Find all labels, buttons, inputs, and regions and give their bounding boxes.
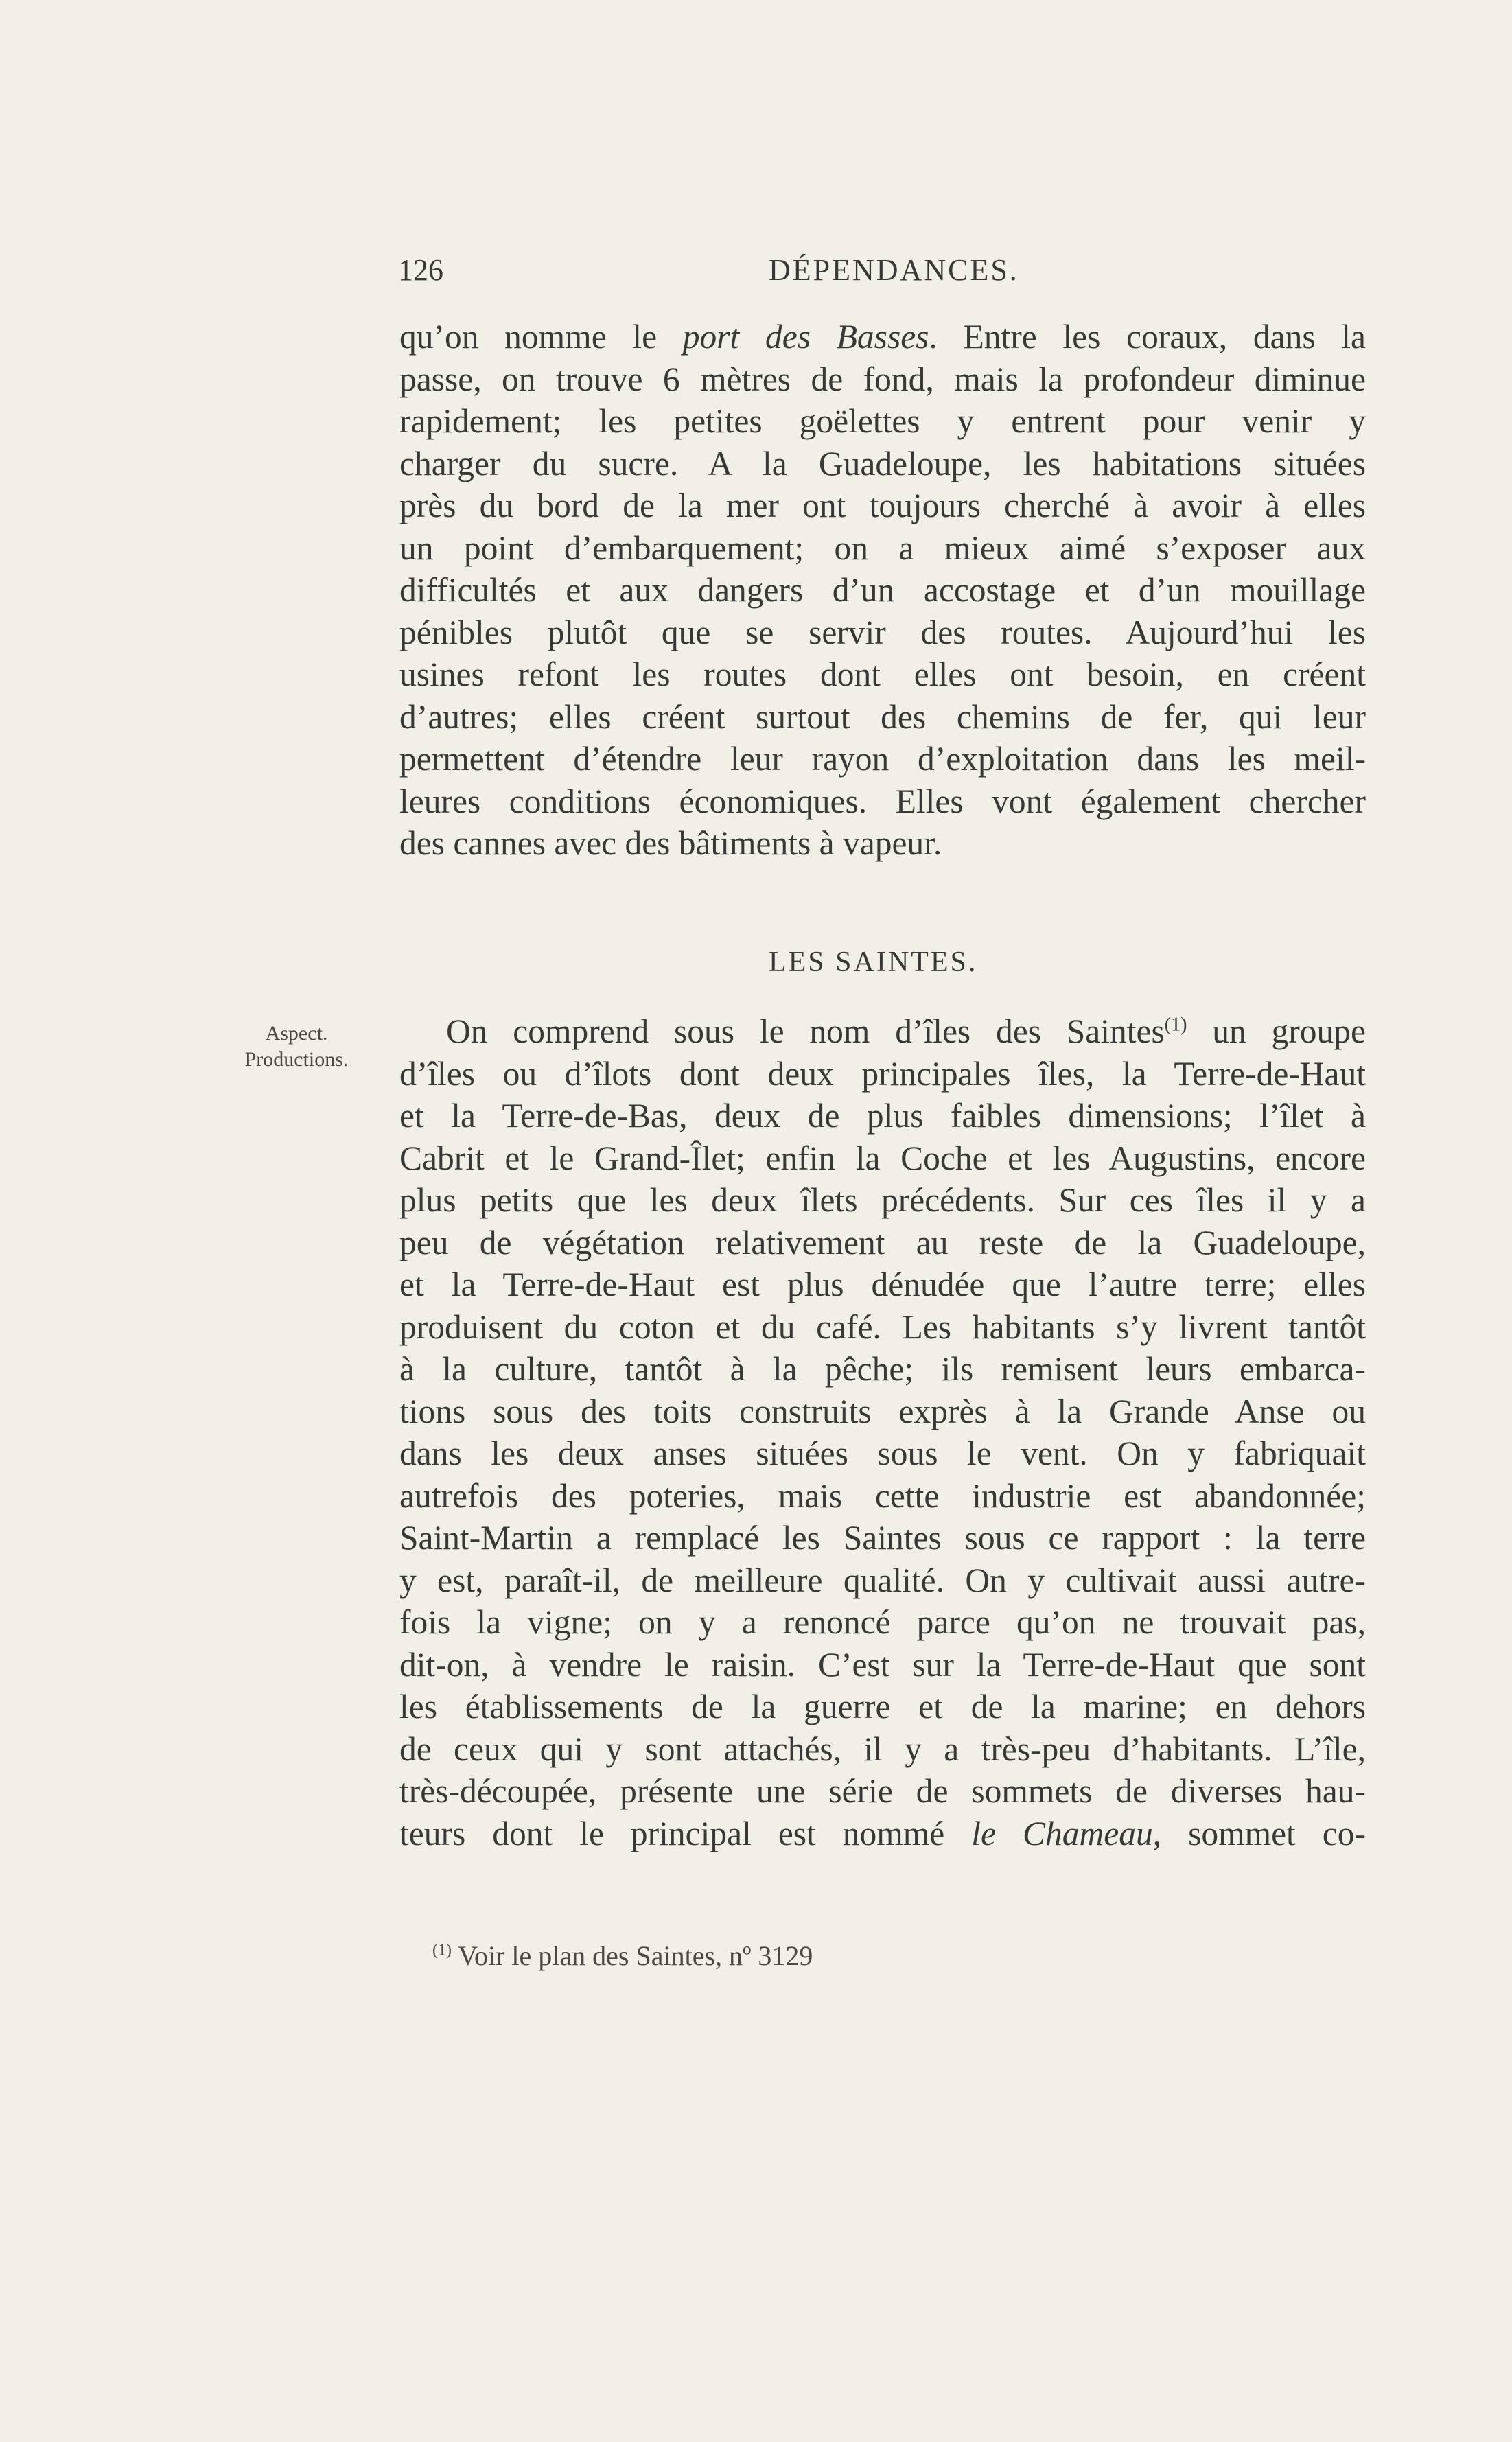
text-line: des cannes avec des bâtiments à vapeur. — [399, 824, 942, 862]
footnote-text: Voir le plan des Saintes, nº 3129 — [458, 1940, 813, 1971]
text-line: Saint-Martin a remplacé les Saintes sous ce rapport : la terre — [399, 1519, 1366, 1557]
text-line: d’autres; elles créent surtout des chemins de fer, qui leur — [399, 697, 1366, 736]
paragraph-1 — [399, 316, 1366, 865]
text-line — [399, 1010, 1366, 1053]
text-line: dans les deux anses situées sous le vent. On y fabriquait — [399, 1434, 1366, 1472]
page-number: 126 — [398, 253, 443, 287]
text-segment: teurs dont le principal est nommé — [399, 1814, 945, 1852]
running-title: DÉPENDANCES. — [769, 253, 1019, 287]
running-header — [398, 253, 1366, 294]
text-line: d’îles ou d’îlots dont deux principales îles, la Terre-de-Haut — [399, 1054, 1366, 1093]
text-line: permettent d’étendre leur rayon d’exploitation dans les meil- — [399, 740, 1366, 778]
text-segment: On comprend sous le nom d’îles des Saintes — [446, 1012, 1165, 1050]
text-line: Cabrit et le Grand-Îlet; enfin la Coche et les Augustins, encore — [399, 1139, 1366, 1177]
margin-note-line: Productions. — [244, 1048, 349, 1071]
footnote-marker: (1) — [432, 1941, 452, 1960]
text-line: difficultés et aux dangers d’un accostage et d’un mouillage — [399, 571, 1366, 609]
paragraph-2 — [399, 1010, 1366, 1854]
text-line: et la Terre-de-Haut est plus dénudée que l’autre terre; elles — [399, 1266, 1366, 1303]
text-line: et la Terre-de-Bas, deux de plus faibles dimensions; l’îlet à — [399, 1097, 1366, 1135]
text-line: à la culture, tantôt à la pêche; ils remisent leurs embarca- — [399, 1350, 1366, 1388]
text-line: les établissements de la guerre et de la marine; en dehors — [399, 1688, 1366, 1725]
italic-place-name: port des Basses — [682, 318, 929, 356]
footnote — [432, 1940, 813, 1972]
margin-note-line: Aspect. — [265, 1022, 328, 1045]
text-line: produisent du coton et du café. Les habitants s’y livrent tantôt — [399, 1307, 1366, 1346]
text-line: fois la vigne; on y a renoncé parce qu’on ne trouvait pas, — [399, 1603, 1366, 1641]
text-line: rapidement; les petites goëlettes y entrent pour venir y — [399, 402, 1366, 440]
text-line: un point d’embarquement; on a mieux aimé s’exposer aux — [399, 528, 1366, 567]
text-line: leures conditions économiques. Elles vont également chercher — [399, 782, 1366, 820]
text-line: autrefois des poteries, mais cette industrie est abandonnée; — [399, 1476, 1366, 1515]
text-line: peu de végétation relativement au reste de la Guadeloupe, — [399, 1223, 1366, 1261]
text-line: charger du sucre. A la Guadeloupe, les habitations situées — [399, 444, 1366, 482]
text-line: passe, on trouve 6 mètres de fond, mais la profondeur diminue — [399, 360, 1366, 398]
text-line: qu’on nomme le port des Basses. Entre les coraux, dans la — [399, 318, 1366, 356]
italic-place-name: le Chameau — [971, 1814, 1153, 1852]
text-segment: un groupe — [1212, 1012, 1366, 1050]
text-line: près du bord de la mer ont toujours cherché à avoir à elles — [399, 487, 1366, 524]
text-line — [399, 1813, 1366, 1855]
text-segment: , sommet co- — [1152, 1814, 1366, 1852]
section-title: LES SAINTES. — [769, 946, 978, 978]
text-line: tions sous des toits construits exprès à la Grande Anse ou — [399, 1392, 1366, 1430]
text-line: dit-on, à vendre le raisin. C’est sur la Terre-de-Haut que sont — [399, 1645, 1366, 1684]
text-line: pénibles plutôt que se servir des routes. Aujourd’hui les — [399, 613, 1366, 651]
text-line: usines refont les routes dont elles ont besoin, en créent — [399, 655, 1366, 693]
margin-note — [221, 1021, 372, 1073]
text-line: de ceux qui y sont attachés, il y a très-peu d’habitants. L’île, — [399, 1730, 1366, 1768]
footnote-ref: (1) — [1164, 1014, 1187, 1036]
text-line: très-découpée, présente une série de sommets de diverses hau- — [399, 1772, 1366, 1810]
text-line: y est, paraît-il, de meilleure qualité. On y cultivait aussi autre- — [399, 1561, 1366, 1599]
text-line: plus petits que les deux îlets précédents. Sur ces îles il y a — [399, 1181, 1366, 1219]
